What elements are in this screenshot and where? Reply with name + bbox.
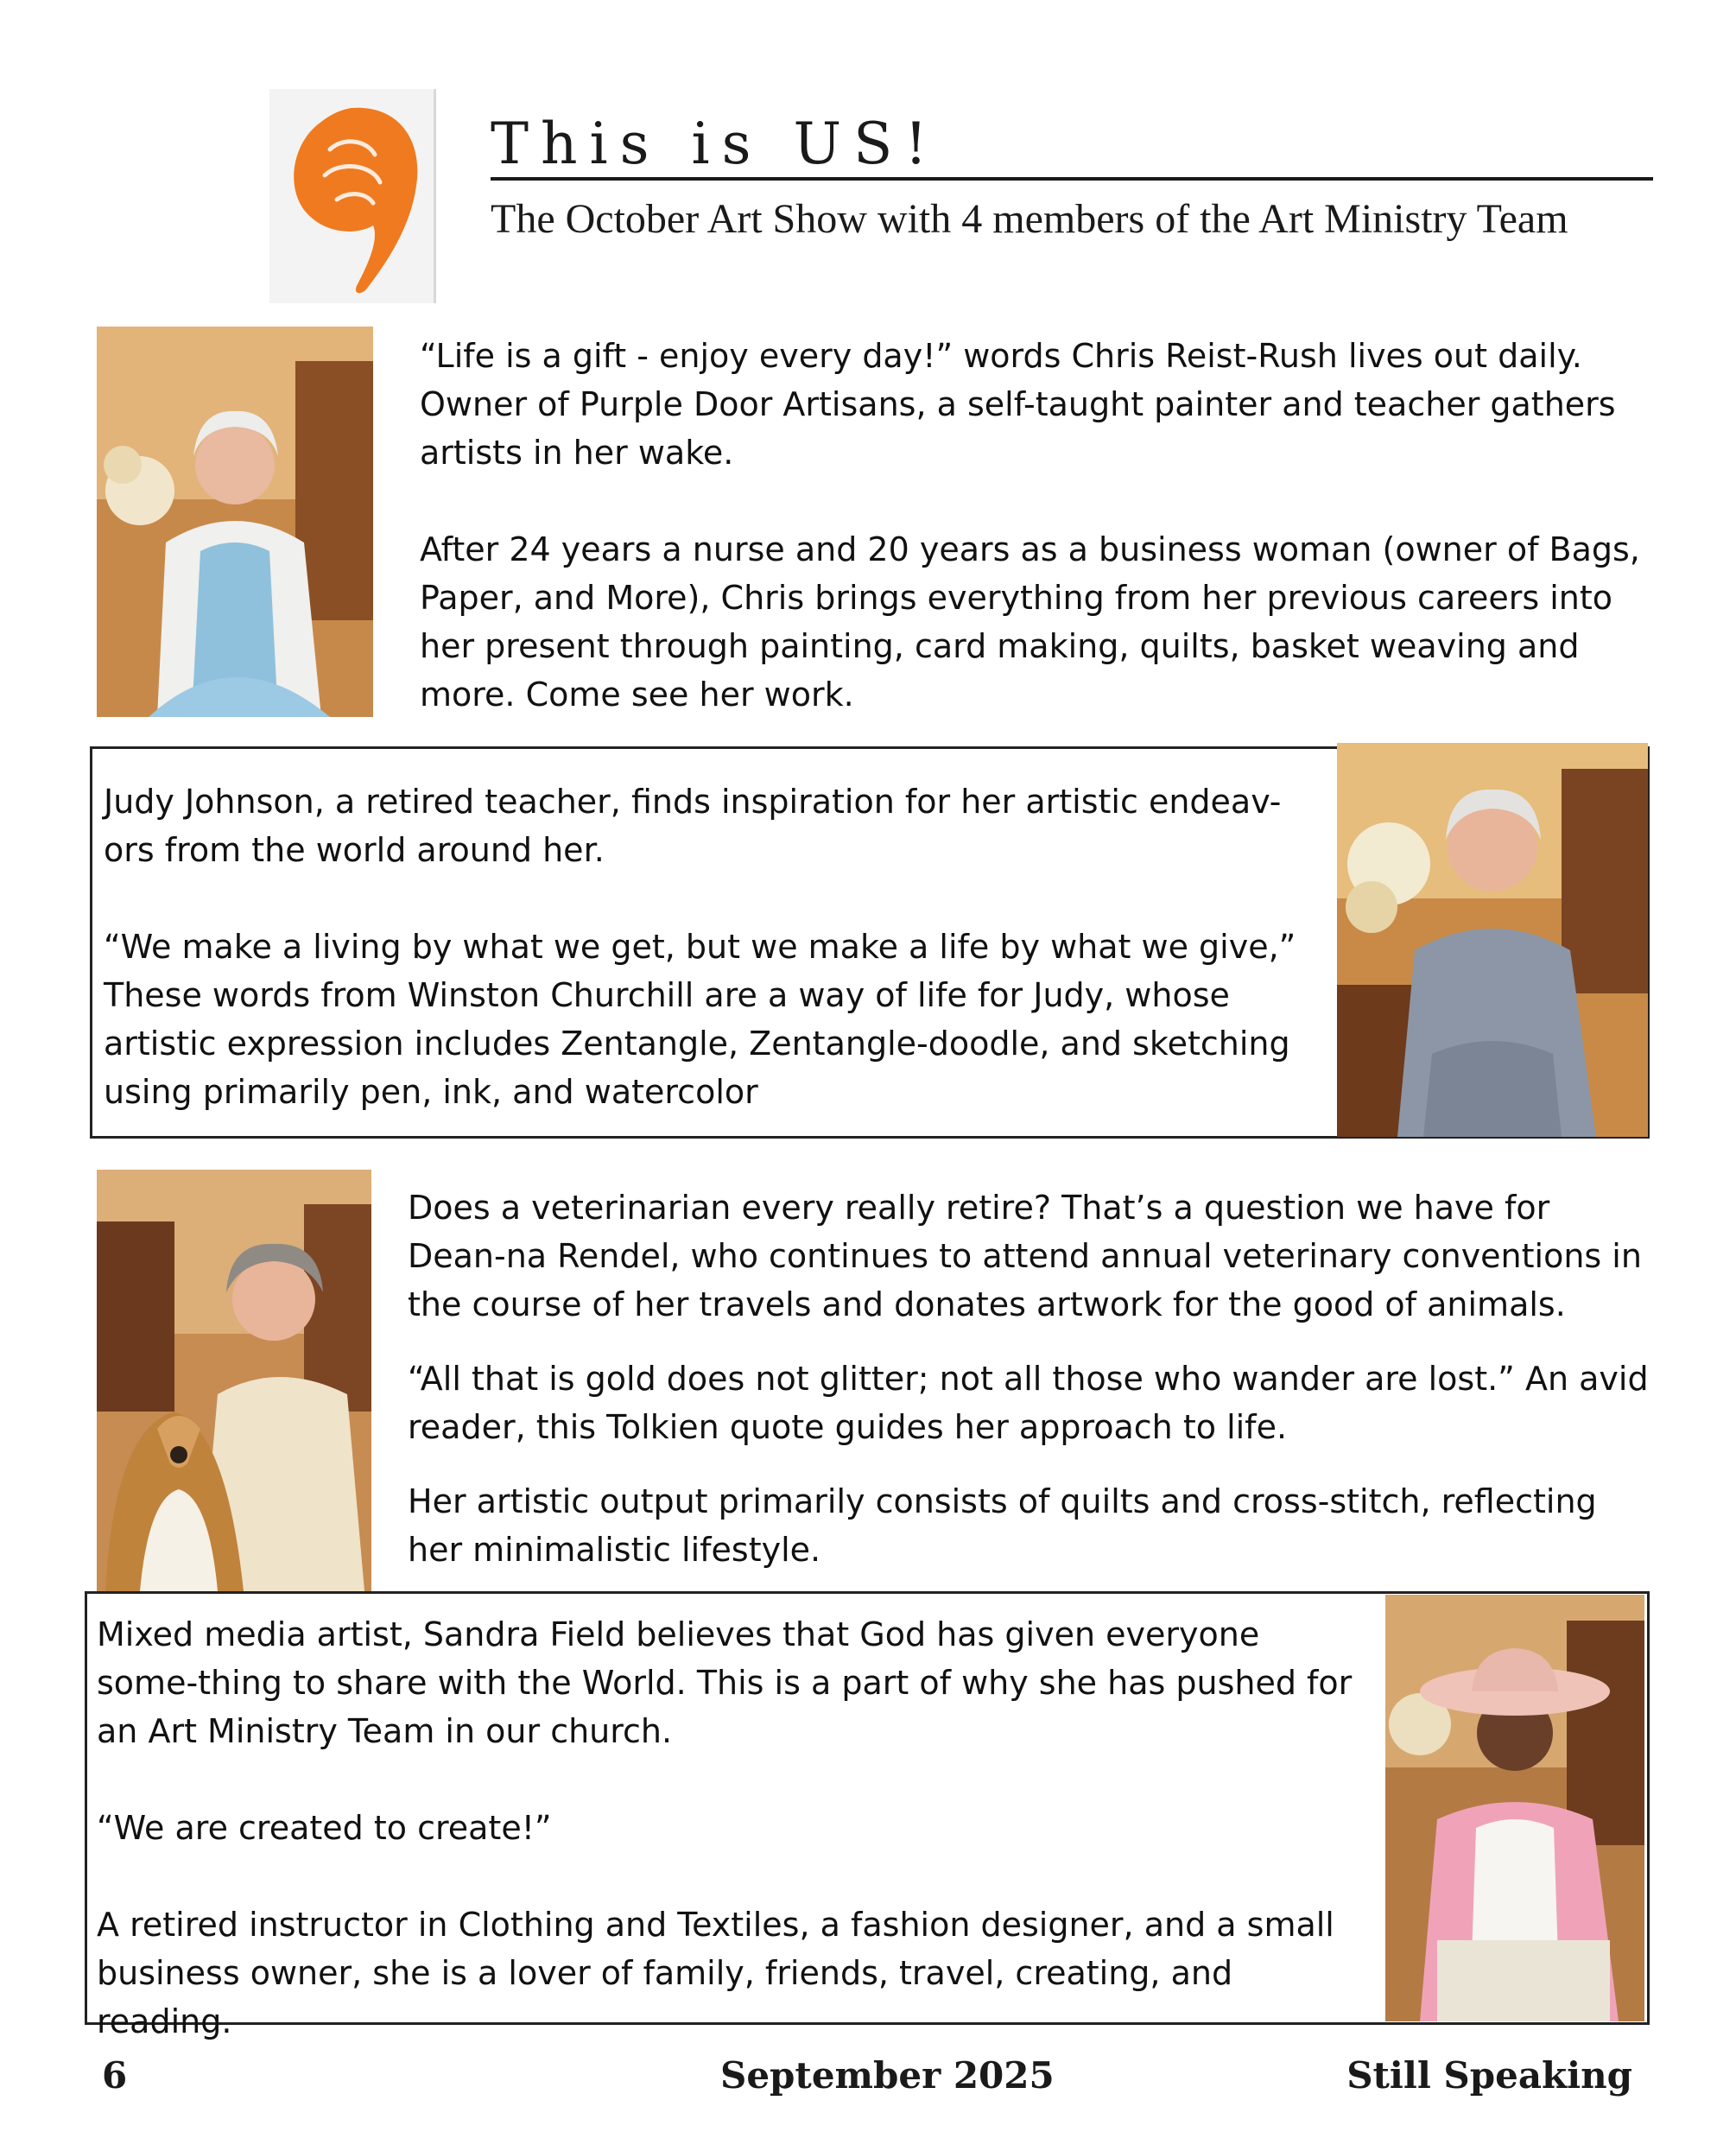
- orange-swirl-icon: [269, 89, 434, 303]
- judy-paragraph: “We make a living by what we get, but we make a life by what we give,” These words from Winston Churchill are a way of life for Judy, whose artistic expression includes Zentangle, Zentangle-doodle, and sketching using primarily pen, ink, and watercolor: [104, 928, 1296, 1111]
- logo: [269, 89, 436, 303]
- chris-paragraph: “Life is a gift - enjoy every day!” words Chris Reist-Rush lives out daily. Owner of Purple Door Artisans, a self-taught painter and teacher gathers artists in her wake.: [420, 337, 1616, 472]
- chris-paragraph: After 24 years a nurse and 20 years as a business woman (owner of Bags, Paper, and More), Chris brings everything from her previous careers into her present through painting, card making, quilts, basket weaving and more. Come see her work.: [420, 530, 1640, 714]
- sandra-paragraph: “We are created to create!”: [97, 1809, 552, 1847]
- sandra-paragraph: A retired instructor in Clothing and Textiles, a fashion designer, and a small business owner, she is a lover of family, friends, travel, creating, and reading.: [97, 1906, 1334, 2040]
- publication-name: Still Speaking: [1346, 2054, 1632, 2097]
- photo-chris-reist-rush: [97, 327, 373, 717]
- sandra-paragraph: Mixed media artist, Sandra Field believes that God has given everyone some-thing to share with the World. This is a part of why she has pushed for an Art Ministry Team in our church.: [97, 1615, 1353, 1750]
- photo-judy-johnson: [1337, 743, 1648, 1137]
- page-number: 6: [102, 2054, 128, 2097]
- page-subtitle: The October Art Show with 4 members of the Art Ministry Team: [491, 196, 1568, 242]
- deanna-paragraph: “All that is gold does not glitter; not all those who wander are lost.” An avid reader, this Tolkien quote guides her approach to life.: [408, 1360, 1649, 1446]
- photo-deanna-rendel: [97, 1170, 371, 1591]
- deanna-paragraph: Her artistic output primarily consists of quilts and cross-stitch, reflecting her minimalistic lifestyle.: [408, 1482, 1597, 1569]
- deanna-paragraph: Does a veterinarian every really retire? That’s a question we have for Dean-na Rendel, who continues to attend annual veterinary conventions in the course of her travels and donates artwork for the good of animals.: [408, 1189, 1642, 1323]
- judy-paragraph: Judy Johnson, a retired teacher, finds inspiration for her artistic endeav-ors from the world around her.: [104, 783, 1282, 869]
- title-rule: [491, 177, 1653, 181]
- issue-date: September 2025: [720, 2054, 1055, 2097]
- page-title: This is US!: [491, 111, 940, 177]
- photo-sandra-field: [1385, 1595, 1644, 2021]
